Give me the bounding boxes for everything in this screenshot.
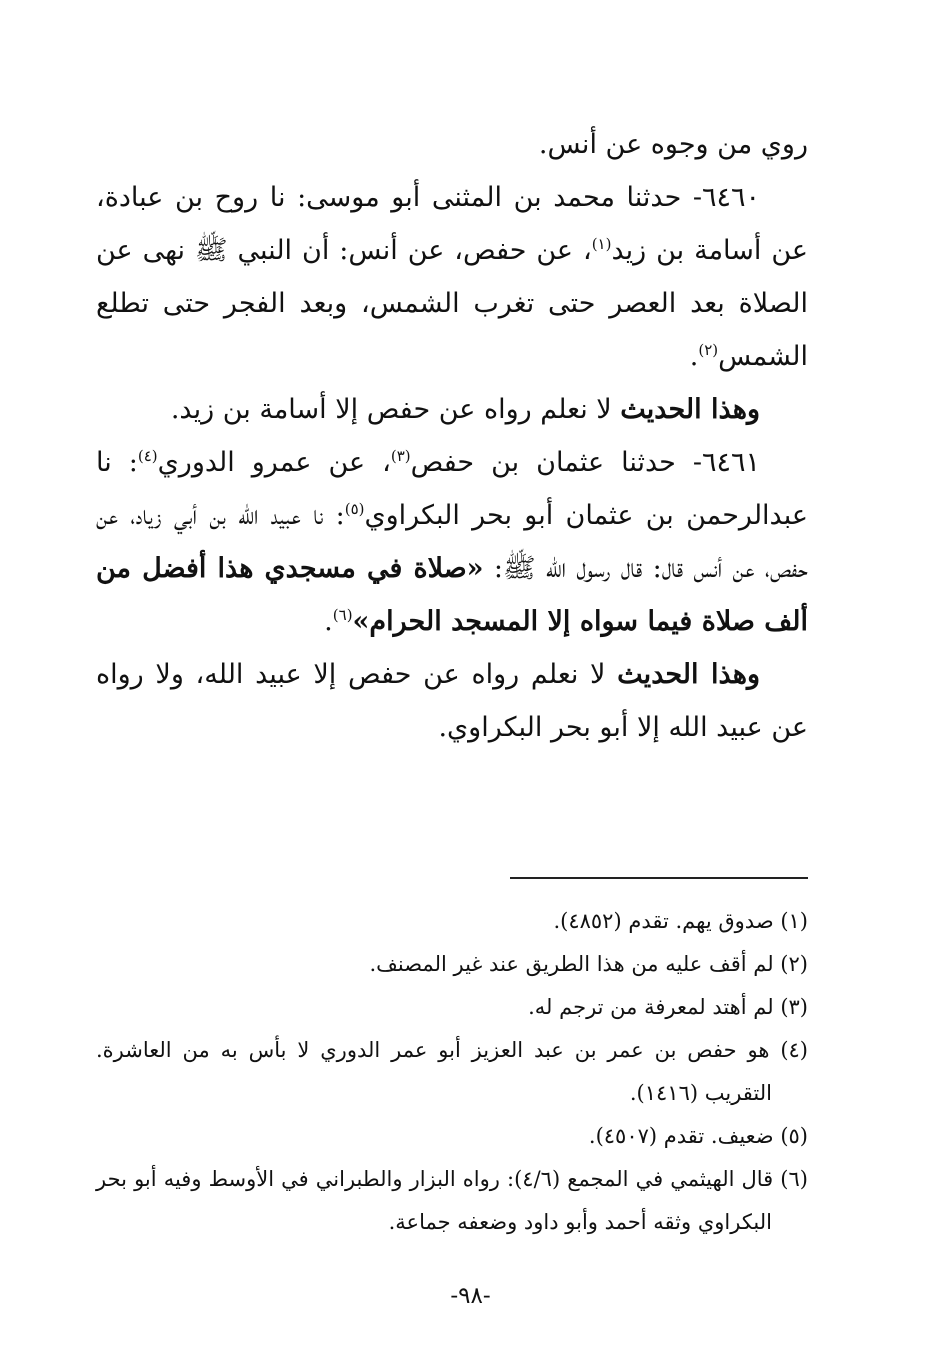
- commentary-6460-rest: لا نعلم رواه عن حفص إلا أسامة بن زيد.: [170, 394, 621, 425]
- hadith-6460-text-a: ٦٤٦٠- حدثنا محمد بن المثنى أبو موسى: نا روح بن عبادة، عن أسامة بن زيد: [96, 182, 809, 266]
- commentary-6460-lead: وهذا الحديث: [620, 394, 760, 425]
- footnote-4: (٤) هو حفص بن عمر بن عبد العزيز أبو عمر الدوري لا بأس به من العاشرة. التقريب (١٤١٦).: [96, 1038, 808, 1105]
- footnote-ref-5[interactable]: (٥): [344, 500, 365, 518]
- commentary-6460: [96, 383, 808, 436]
- paragraph-intro: روي من وجوه عن أنس.: [538, 129, 808, 160]
- footnote-3: (٣) لم أهتد لمعرفة من ترجم له.: [528, 995, 808, 1019]
- footnote-5: (٥) ضعيف. تقدم (٤٥٠٧).: [588, 1124, 808, 1148]
- hadith-6461-text-a: ٦٤٦١- حدثنا عثمان بن حفص: [410, 447, 760, 478]
- footnote-ref-3[interactable]: (٣): [390, 447, 411, 465]
- footnote-2: (٢) لم أقف عليه من هذا الطريق عند غير المصنف.: [369, 952, 808, 976]
- main-text: [96, 118, 808, 754]
- footnote-ref-6[interactable]: (٦): [332, 606, 353, 624]
- footnote-divider: [510, 877, 808, 879]
- hadith-6461-text-b: ، عن عمرو الدوري: [157, 447, 391, 478]
- commentary-6461: [96, 648, 808, 754]
- hadith-6460-text-b: ، عن حفص، عن أنس: أن النبي ﷺ نهى عن الصلاة بعد العصر حتى تغرب الشمس، وبعد الفجر حتى تطلع الشمس: [96, 235, 808, 372]
- footnote-ref-1[interactable]: (١): [591, 235, 612, 253]
- footnotes: [96, 900, 808, 1244]
- commentary-6461-lead: وهذا الحديث: [617, 659, 760, 690]
- hadith-6461-quote: «صلاة في مسجدي هذا أفضل من ألف صلاة فيما سواه إلا المسجد الحرام»: [96, 553, 808, 637]
- hadith-6461-text-d: : نا عبيد الله بن أبي زياد، عن حفص، عن أنس قال: قال رسول الله ﷺ:: [96, 500, 808, 584]
- hadith-6461-text-c: : نا عبدالرحمن بن عثمان أبو بحر البكراوي: [96, 447, 808, 531]
- footnote-ref-4[interactable]: (٤): [137, 447, 158, 465]
- commentary-6461-rest: لا نعلم رواه عن حفص إلا عبيد الله، ولا رواه عن عبيد الله إلا أبو بحر البكراوي.: [96, 659, 808, 743]
- footnote-6: (٦) قال الهيثمي في المجمع (٤/٦): رواه البزار والطبراني في الأوسط وفيه أبو بحر البكراوي وثقه أحمد وأبو داود وضعفه جماعة.: [96, 1167, 808, 1234]
- hadith-6461-text-e: .: [324, 606, 333, 637]
- hadith-6461: [96, 436, 808, 648]
- footnote-1: (١) صدوق يهم. تقدم (٤٨٥٢).: [553, 909, 808, 933]
- hadith-6460: [96, 171, 808, 383]
- hadith-6460-text-c: .: [689, 341, 699, 372]
- page-number: -٩٨-: [450, 1283, 491, 1309]
- footnote-ref-2[interactable]: (٢): [698, 341, 719, 359]
